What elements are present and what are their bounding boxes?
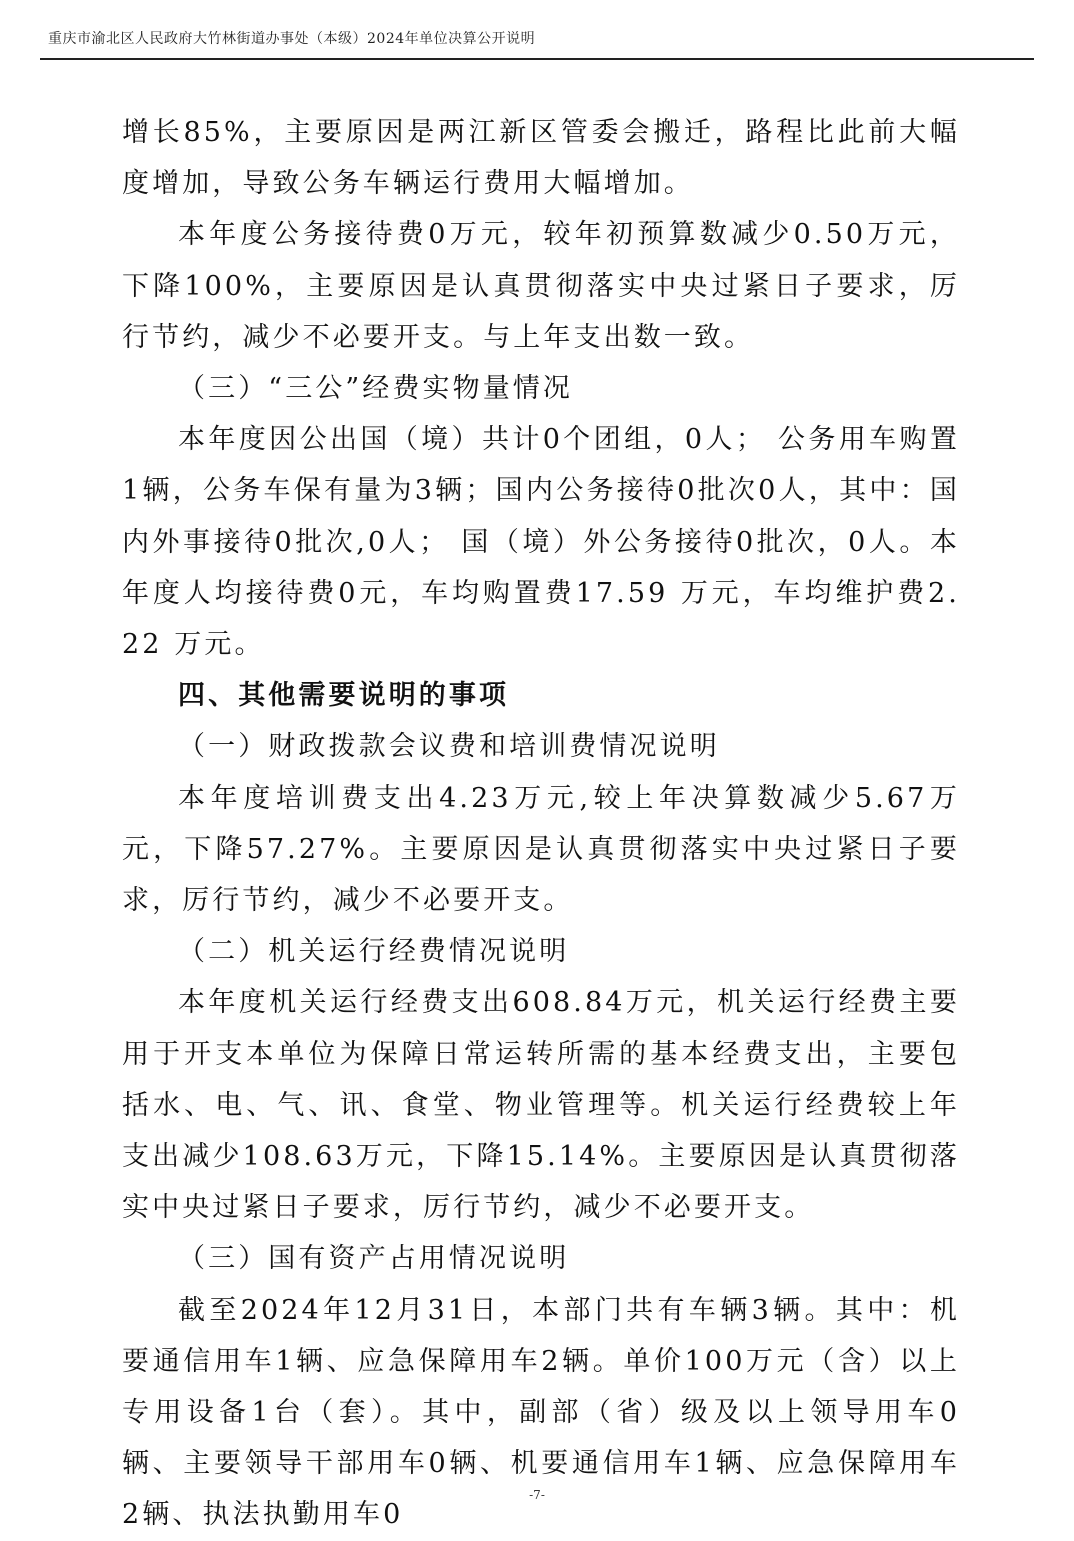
paragraph-physical-quantities: 本年度因公出国（境）共计0个团组，0人； 公务用车购置1辆，公务车保有量为3辆；国内公务接待0批次0人，其中：国内外事接待0批次,0人； 国（境）外公务接待0批次，0人。本年度人均接待费0元，车均购置费17.59 万元，车均维护费2.22 万元。 — [122, 424, 960, 661]
document-body — [122, 107, 960, 1541]
page-number: -7- — [529, 1488, 545, 1502]
subheading-meeting-training: （一）财政拨款会议费和培训费情况说明 — [178, 731, 720, 763]
paragraph-training-cost: 本年度培训费支出4.23万元,较上年决算数减少5.67万元，下降57.27%。主要原因是认真贯彻落实中央过紧日子要求，厉行节约，减少不必要开支。 — [122, 782, 960, 917]
section-heading-other-matters: 四、其他需要说明的事项 — [178, 680, 510, 712]
subheading-three-public-physical: （三）“三公”经费实物量情况 — [178, 373, 574, 405]
document-header: 重庆市渝北区人民政府大竹林街道办事处（本级）2024年单位决算公开说明 — [48, 31, 536, 47]
subheading-operating-cost: （二）机关运行经费情况说明 — [178, 936, 570, 968]
paragraph-operating-cost: 本年度机关运行经费支出608.84万元，机关运行经费主要用于开支本单位为保障日常运转所需的基本经费支出，主要包括水、电、气、讯、食堂、物业管理等。机关运行经费较上年支出减少108.63万元，下降15.14%。主要原因是认真贯彻落实中央过紧日子要求，厉行节约，减少不必要开支。 — [122, 987, 960, 1224]
subheading-state-assets: （三）国有资产占用情况说明 — [178, 1243, 570, 1275]
paragraph-vehicle-cost-continued: 增长85%，主要原因是两江新区管委会搬迁，路程比此前大幅度增加，导致公务车辆运行费用大幅增加。 — [122, 117, 960, 200]
paragraph-state-assets: 截至2024年12月31日，本部门共有车辆3辆。其中：机要通信用车1辆、应急保障用车2辆。单价100万元（含）以上专用设备1台（套）。其中，副部（省）级及以上领导用车0辆、主要领导干部用车0辆、机要通信用车1辆、应急保障用车2辆、执法执勤用车0 — [122, 1294, 960, 1531]
header-divider — [40, 58, 1034, 60]
paragraph-reception-cost: 本年度公务接待费0万元，较年初预算数减少0.50万元，下降100%，主要原因是认真贯彻落实中央过紧日子要求，厉行节约，减少不必要开支。与上年支出数一致。 — [122, 219, 960, 353]
